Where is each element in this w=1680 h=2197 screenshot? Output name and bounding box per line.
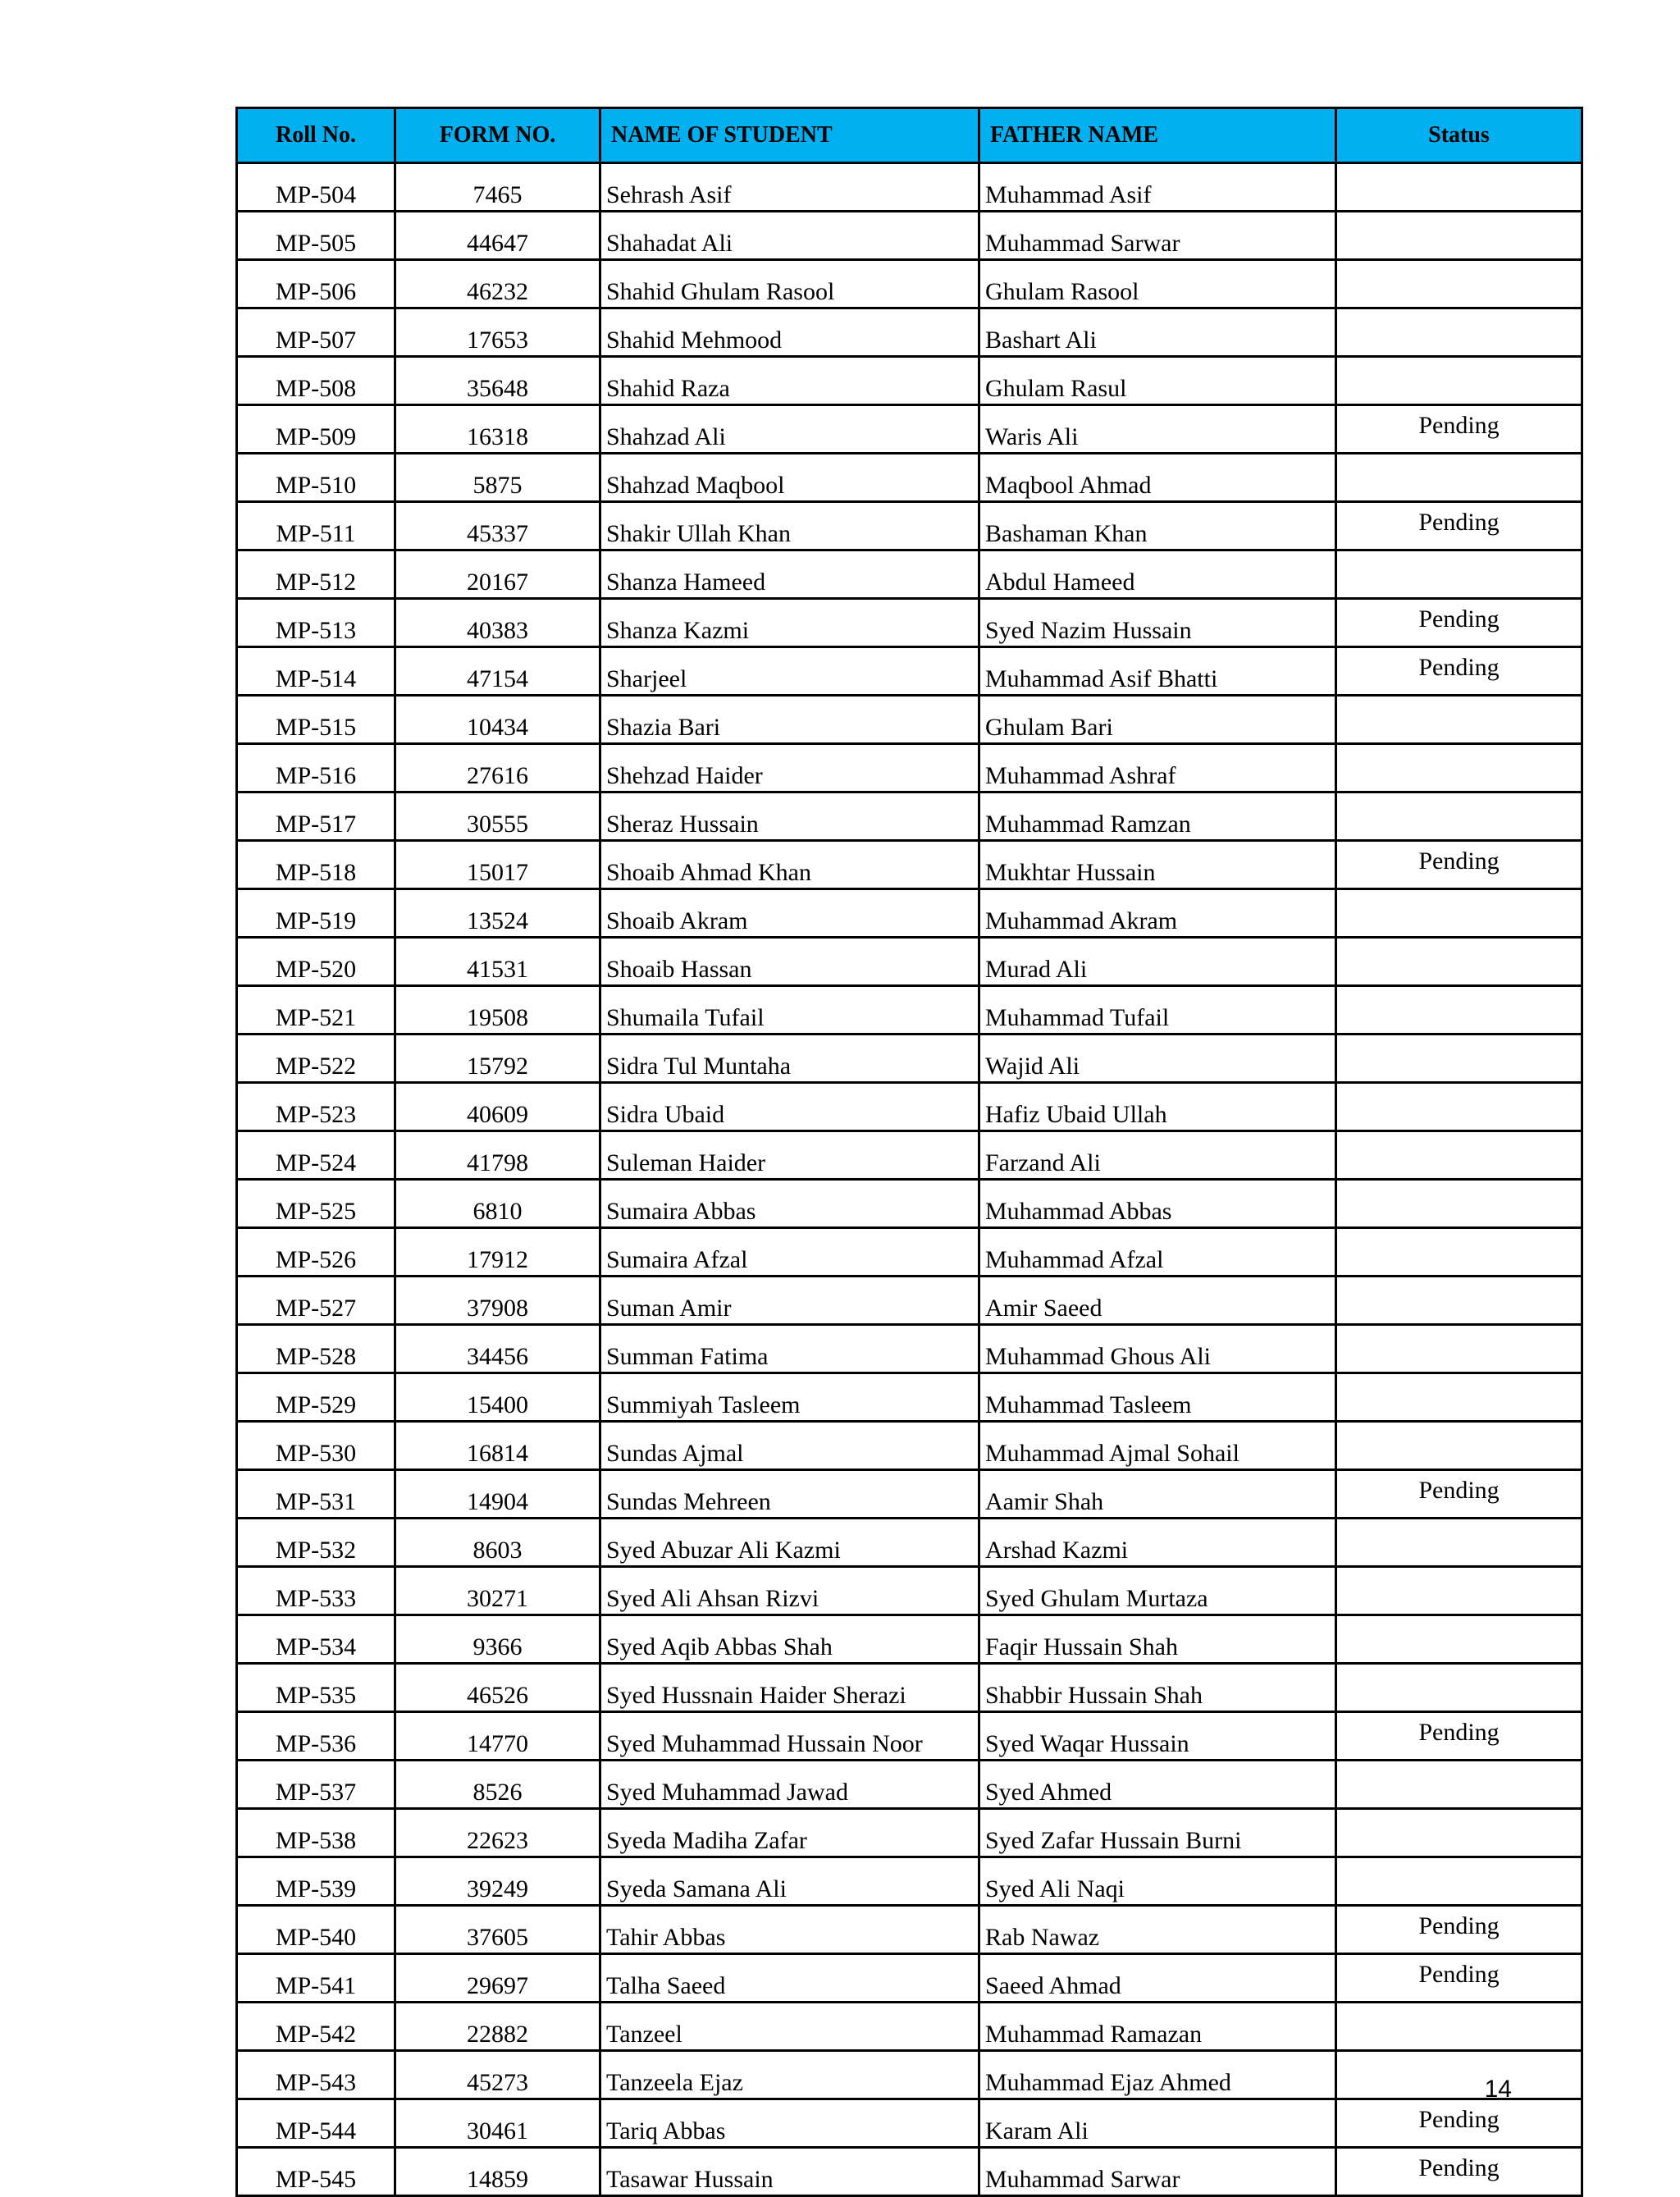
- cell-roll-no: MP-519: [237, 889, 395, 938]
- cell-status: [1336, 2003, 1582, 2051]
- cell-status: Pending: [1336, 502, 1582, 550]
- cell-status: Pending: [1336, 1954, 1582, 2003]
- cell-form-no: 16318: [395, 405, 600, 454]
- cell-status: [1336, 1422, 1582, 1470]
- cell-father-name: Syed Ahmed: [979, 1761, 1336, 1809]
- cell-form-no: 15017: [395, 841, 600, 889]
- cell-roll-no: MP-507: [237, 308, 395, 357]
- table-row: [237, 1422, 1582, 1470]
- cell-father-name: Ghulam Rasool: [979, 260, 1336, 308]
- cell-status: [1336, 744, 1582, 792]
- cell-form-no: 40383: [395, 599, 600, 647]
- cell-form-no: 16814: [395, 1422, 600, 1470]
- table-row: [237, 647, 1582, 696]
- table-row: [237, 2003, 1582, 2051]
- cell-form-no: 39249: [395, 1857, 600, 1906]
- cell-status: Pending: [1336, 841, 1582, 889]
- cell-status: Pending: [1336, 599, 1582, 647]
- cell-status: [1336, 1180, 1582, 1228]
- cell-father-name: Muhammad Asif: [979, 163, 1336, 212]
- table-body: [237, 163, 1582, 2196]
- cell-student-name: Suleman Haider: [600, 1131, 979, 1180]
- cell-roll-no: MP-537: [237, 1761, 395, 1809]
- cell-form-no: 20167: [395, 550, 600, 599]
- table-row: [237, 696, 1582, 744]
- cell-father-name: Shabbir Hussain Shah: [979, 1664, 1336, 1712]
- cell-form-no: 30271: [395, 1567, 600, 1615]
- cell-status: Pending: [1336, 2148, 1582, 2196]
- cell-father-name: Aamir Shah: [979, 1470, 1336, 1519]
- table-row: [237, 889, 1582, 938]
- cell-student-name: Sundas Mehreen: [600, 1470, 979, 1519]
- cell-status: Pending: [1336, 405, 1582, 454]
- table-row: [237, 1567, 1582, 1615]
- cell-roll-no: MP-506: [237, 260, 395, 308]
- cell-roll-no: MP-517: [237, 792, 395, 841]
- table-row: [237, 212, 1582, 260]
- cell-form-no: 35648: [395, 357, 600, 405]
- cell-roll-no: MP-523: [237, 1083, 395, 1131]
- cell-form-no: 46526: [395, 1664, 600, 1712]
- cell-roll-no: MP-528: [237, 1325, 395, 1373]
- cell-roll-no: MP-541: [237, 1954, 395, 2003]
- cell-roll-no: MP-538: [237, 1809, 395, 1857]
- cell-roll-no: MP-520: [237, 938, 395, 986]
- cell-father-name: Muhammad Sarwar: [979, 212, 1336, 260]
- cell-roll-no: MP-532: [237, 1519, 395, 1567]
- cell-father-name: Bashaman Khan: [979, 502, 1336, 550]
- cell-roll-no: MP-516: [237, 744, 395, 792]
- cell-student-name: Suman Amir: [600, 1277, 979, 1325]
- cell-roll-no: MP-534: [237, 1615, 395, 1664]
- cell-father-name: Ghulam Rasul: [979, 357, 1336, 405]
- cell-student-name: Tanzeela Ejaz: [600, 2051, 979, 2099]
- table-row: [237, 1712, 1582, 1761]
- table-row: [237, 405, 1582, 454]
- cell-form-no: 45337: [395, 502, 600, 550]
- table-row: [237, 2099, 1582, 2148]
- cell-student-name: Summiyah Tasleem: [600, 1373, 979, 1422]
- cell-student-name: Shahid Mehmood: [600, 308, 979, 357]
- cell-father-name: Syed Nazim Hussain: [979, 599, 1336, 647]
- table-row: [237, 1325, 1582, 1373]
- cell-form-no: 41798: [395, 1131, 600, 1180]
- cell-form-no: 6810: [395, 1180, 600, 1228]
- cell-student-name: Shahid Ghulam Rasool: [600, 260, 979, 308]
- cell-father-name: Syed Ali Naqi: [979, 1857, 1336, 1906]
- cell-father-name: Bashart Ali: [979, 308, 1336, 357]
- cell-father-name: Syed Ghulam Murtaza: [979, 1567, 1336, 1615]
- cell-roll-no: MP-539: [237, 1857, 395, 1906]
- cell-roll-no: MP-504: [237, 163, 395, 212]
- page-number: 14: [1484, 2076, 1512, 2103]
- cell-father-name: Abdul Hameed: [979, 550, 1336, 599]
- table-row: [237, 454, 1582, 502]
- cell-status: [1336, 792, 1582, 841]
- table-row: [237, 1809, 1582, 1857]
- cell-form-no: 30555: [395, 792, 600, 841]
- cell-student-name: Shanza Kazmi: [600, 599, 979, 647]
- cell-father-name: Muhammad Sarwar: [979, 2148, 1336, 2196]
- cell-form-no: 40609: [395, 1083, 600, 1131]
- cell-father-name: Muhammad Ghous Ali: [979, 1325, 1336, 1373]
- cell-student-name: Syed Hussnain Haider Sherazi: [600, 1664, 979, 1712]
- cell-father-name: Rab Nawaz: [979, 1906, 1336, 1954]
- cell-form-no: 41531: [395, 938, 600, 986]
- cell-form-no: 47154: [395, 647, 600, 696]
- table-row: [237, 1664, 1582, 1712]
- cell-roll-no: MP-542: [237, 2003, 395, 2051]
- cell-father-name: Arshad Kazmi: [979, 1519, 1336, 1567]
- cell-roll-no: MP-511: [237, 502, 395, 550]
- cell-student-name: Sehrash Asif: [600, 163, 979, 212]
- header-row: [237, 108, 1582, 163]
- table-row: [237, 1035, 1582, 1083]
- table-row: [237, 2051, 1582, 2099]
- header-student-name: NAME OF STUDENT: [600, 108, 979, 163]
- table-row: [237, 1761, 1582, 1809]
- cell-form-no: 15792: [395, 1035, 600, 1083]
- table-row: [237, 260, 1582, 308]
- cell-status: [1336, 1325, 1582, 1373]
- cell-form-no: 14770: [395, 1712, 600, 1761]
- cell-student-name: Shoaib Hassan: [600, 938, 979, 986]
- cell-status: Pending: [1336, 1906, 1582, 1954]
- cell-status: [1336, 1228, 1582, 1277]
- cell-form-no: 5875: [395, 454, 600, 502]
- cell-roll-no: MP-545: [237, 2148, 395, 2196]
- cell-form-no: 7465: [395, 163, 600, 212]
- cell-form-no: 27616: [395, 744, 600, 792]
- cell-student-name: Shahid Raza: [600, 357, 979, 405]
- cell-father-name: Muhammad Afzal: [979, 1228, 1336, 1277]
- cell-student-name: Shanza Hameed: [600, 550, 979, 599]
- table-row: [237, 1906, 1582, 1954]
- cell-roll-no: MP-513: [237, 599, 395, 647]
- header-roll-no: Roll No.: [237, 108, 395, 163]
- cell-roll-no: MP-535: [237, 1664, 395, 1712]
- table-row: [237, 1373, 1582, 1422]
- cell-father-name: Murad Ali: [979, 938, 1336, 986]
- cell-student-name: Syed Aqib Abbas Shah: [600, 1615, 979, 1664]
- table-row: [237, 744, 1582, 792]
- cell-status: [1336, 1131, 1582, 1180]
- cell-student-name: Shahzad Maqbool: [600, 454, 979, 502]
- cell-form-no: 22882: [395, 2003, 600, 2051]
- cell-father-name: Maqbool Ahmad: [979, 454, 1336, 502]
- cell-father-name: Amir Saeed: [979, 1277, 1336, 1325]
- cell-student-name: Tanzeel: [600, 2003, 979, 2051]
- cell-father-name: Ghulam Bari: [979, 696, 1336, 744]
- cell-student-name: Shoaib Akram: [600, 889, 979, 938]
- table-row: [237, 2148, 1582, 2196]
- cell-form-no: 45273: [395, 2051, 600, 2099]
- cell-form-no: 30461: [395, 2099, 600, 2148]
- cell-status: [1336, 2051, 1582, 2099]
- cell-status: [1336, 696, 1582, 744]
- cell-student-name: Tahir Abbas: [600, 1906, 979, 1954]
- cell-form-no: 9366: [395, 1615, 600, 1664]
- table-row: [237, 1470, 1582, 1519]
- table-row: [237, 550, 1582, 599]
- table-row: [237, 163, 1582, 212]
- cell-roll-no: MP-509: [237, 405, 395, 454]
- cell-student-name: Shoaib Ahmad Khan: [600, 841, 979, 889]
- cell-form-no: 34456: [395, 1325, 600, 1373]
- cell-roll-no: MP-508: [237, 357, 395, 405]
- cell-status: [1336, 1761, 1582, 1809]
- cell-student-name: Sharjeel: [600, 647, 979, 696]
- cell-status: [1336, 454, 1582, 502]
- cell-father-name: Wajid Ali: [979, 1035, 1336, 1083]
- cell-status: [1336, 260, 1582, 308]
- table-row: [237, 986, 1582, 1035]
- cell-roll-no: MP-531: [237, 1470, 395, 1519]
- table-row: [237, 1083, 1582, 1131]
- cell-form-no: 19508: [395, 986, 600, 1035]
- cell-status: [1336, 1857, 1582, 1906]
- cell-status: [1336, 986, 1582, 1035]
- cell-roll-no: MP-533: [237, 1567, 395, 1615]
- cell-roll-no: MP-540: [237, 1906, 395, 1954]
- table-row: [237, 308, 1582, 357]
- cell-status: [1336, 938, 1582, 986]
- cell-student-name: Syeda Madiha Zafar: [600, 1809, 979, 1857]
- cell-father-name: Farzand Ali: [979, 1131, 1336, 1180]
- cell-student-name: Sidra Ubaid: [600, 1083, 979, 1131]
- table-row: [237, 1180, 1582, 1228]
- cell-father-name: Muhammad Ramazan: [979, 2003, 1336, 2051]
- table-header: [237, 108, 1582, 163]
- cell-form-no: 14904: [395, 1470, 600, 1519]
- cell-roll-no: MP-530: [237, 1422, 395, 1470]
- cell-roll-no: MP-524: [237, 1131, 395, 1180]
- cell-father-name: Faqir Hussain Shah: [979, 1615, 1336, 1664]
- cell-status: Pending: [1336, 647, 1582, 696]
- cell-roll-no: MP-515: [237, 696, 395, 744]
- cell-student-name: Shahzad Ali: [600, 405, 979, 454]
- cell-student-name: Shehzad Haider: [600, 744, 979, 792]
- cell-status: [1336, 1809, 1582, 1857]
- cell-status: Pending: [1336, 2099, 1582, 2148]
- table-row: [237, 502, 1582, 550]
- cell-student-name: Syed Muhammad Jawad: [600, 1761, 979, 1809]
- cell-student-name: Sumaira Abbas: [600, 1180, 979, 1228]
- cell-form-no: 17912: [395, 1228, 600, 1277]
- cell-student-name: Shahadat Ali: [600, 212, 979, 260]
- cell-status: [1336, 1519, 1582, 1567]
- cell-father-name: Muhammad Abbas: [979, 1180, 1336, 1228]
- cell-father-name: Saeed Ahmad: [979, 1954, 1336, 2003]
- cell-status: [1336, 212, 1582, 260]
- cell-status: [1336, 1035, 1582, 1083]
- cell-roll-no: MP-510: [237, 454, 395, 502]
- table-row: [237, 841, 1582, 889]
- cell-status: [1336, 1083, 1582, 1131]
- cell-status: [1336, 1373, 1582, 1422]
- cell-roll-no: MP-521: [237, 986, 395, 1035]
- cell-student-name: Syeda Samana Ali: [600, 1857, 979, 1906]
- cell-student-name: Sheraz Hussain: [600, 792, 979, 841]
- cell-form-no: 13524: [395, 889, 600, 938]
- cell-roll-no: MP-512: [237, 550, 395, 599]
- table-row: [237, 357, 1582, 405]
- cell-father-name: Muhammad Asif Bhatti: [979, 647, 1336, 696]
- cell-roll-no: MP-518: [237, 841, 395, 889]
- table-row: [237, 792, 1582, 841]
- cell-student-name: Syed Muhammad Hussain Noor: [600, 1712, 979, 1761]
- cell-father-name: Karam Ali: [979, 2099, 1336, 2148]
- cell-status: Pending: [1336, 1712, 1582, 1761]
- cell-form-no: 14859: [395, 2148, 600, 2196]
- cell-form-no: 17653: [395, 308, 600, 357]
- cell-form-no: 46232: [395, 260, 600, 308]
- cell-father-name: Muhammad Tasleem: [979, 1373, 1336, 1422]
- cell-roll-no: MP-544: [237, 2099, 395, 2148]
- student-list-table: [235, 107, 1583, 2197]
- table-row: [237, 1131, 1582, 1180]
- cell-status: [1336, 1277, 1582, 1325]
- table-row: [237, 1228, 1582, 1277]
- table-row: [237, 1954, 1582, 2003]
- cell-status: [1336, 1664, 1582, 1712]
- cell-status: [1336, 163, 1582, 212]
- cell-student-name: Syed Ali Ahsan Rizvi: [600, 1567, 979, 1615]
- table-row: [237, 1277, 1582, 1325]
- cell-student-name: Talha Saeed: [600, 1954, 979, 2003]
- cell-father-name: Syed Zafar Hussain Burni: [979, 1809, 1336, 1857]
- cell-father-name: Muhammad Akram: [979, 889, 1336, 938]
- cell-form-no: 10434: [395, 696, 600, 744]
- cell-father-name: Muhammad Ejaz Ahmed: [979, 2051, 1336, 2099]
- cell-student-name: Shazia Bari: [600, 696, 979, 744]
- cell-roll-no: MP-525: [237, 1180, 395, 1228]
- cell-father-name: Hafiz Ubaid Ullah: [979, 1083, 1336, 1131]
- cell-form-no: 22623: [395, 1809, 600, 1857]
- cell-student-name: Sundas Ajmal: [600, 1422, 979, 1470]
- cell-father-name: Muhammad Ashraf: [979, 744, 1336, 792]
- cell-roll-no: MP-543: [237, 2051, 395, 2099]
- header-father-name: FATHER NAME: [979, 108, 1336, 163]
- cell-student-name: Syed Abuzar Ali Kazmi: [600, 1519, 979, 1567]
- table-row: [237, 1857, 1582, 1906]
- cell-roll-no: MP-536: [237, 1712, 395, 1761]
- cell-father-name: Syed Waqar Hussain: [979, 1712, 1336, 1761]
- cell-roll-no: MP-522: [237, 1035, 395, 1083]
- cell-father-name: Muhammad Tufail: [979, 986, 1336, 1035]
- cell-form-no: 15400: [395, 1373, 600, 1422]
- cell-roll-no: MP-527: [237, 1277, 395, 1325]
- cell-roll-no: MP-505: [237, 212, 395, 260]
- cell-roll-no: MP-514: [237, 647, 395, 696]
- cell-father-name: Mukhtar Hussain: [979, 841, 1336, 889]
- table-row: [237, 938, 1582, 986]
- cell-form-no: 37605: [395, 1906, 600, 1954]
- cell-form-no: 44647: [395, 212, 600, 260]
- cell-roll-no: MP-526: [237, 1228, 395, 1277]
- cell-form-no: 8603: [395, 1519, 600, 1567]
- table-row: [237, 1615, 1582, 1664]
- cell-student-name: Shakir Ullah Khan: [600, 502, 979, 550]
- cell-father-name: Muhammad Ajmal Sohail: [979, 1422, 1336, 1470]
- cell-status: [1336, 1615, 1582, 1664]
- cell-form-no: 8526: [395, 1761, 600, 1809]
- cell-status: [1336, 308, 1582, 357]
- cell-status: [1336, 889, 1582, 938]
- table-row: [237, 599, 1582, 647]
- cell-father-name: Muhammad Ramzan: [979, 792, 1336, 841]
- cell-status: [1336, 357, 1582, 405]
- cell-student-name: Sidra Tul Muntaha: [600, 1035, 979, 1083]
- cell-form-no: 29697: [395, 1954, 600, 2003]
- cell-form-no: 37908: [395, 1277, 600, 1325]
- cell-status: [1336, 1567, 1582, 1615]
- header-form-no: FORM NO.: [395, 108, 600, 163]
- table-row: [237, 1519, 1582, 1567]
- cell-student-name: Sumaira Afzal: [600, 1228, 979, 1277]
- cell-father-name: Waris Ali: [979, 405, 1336, 454]
- cell-student-name: Tariq Abbas: [600, 2099, 979, 2148]
- cell-status: Pending: [1336, 1470, 1582, 1519]
- cell-roll-no: MP-529: [237, 1373, 395, 1422]
- cell-student-name: Shumaila Tufail: [600, 986, 979, 1035]
- cell-student-name: Tasawar Hussain: [600, 2148, 979, 2196]
- header-status: Status: [1336, 108, 1582, 163]
- cell-student-name: Summan Fatima: [600, 1325, 979, 1373]
- cell-status: [1336, 550, 1582, 599]
